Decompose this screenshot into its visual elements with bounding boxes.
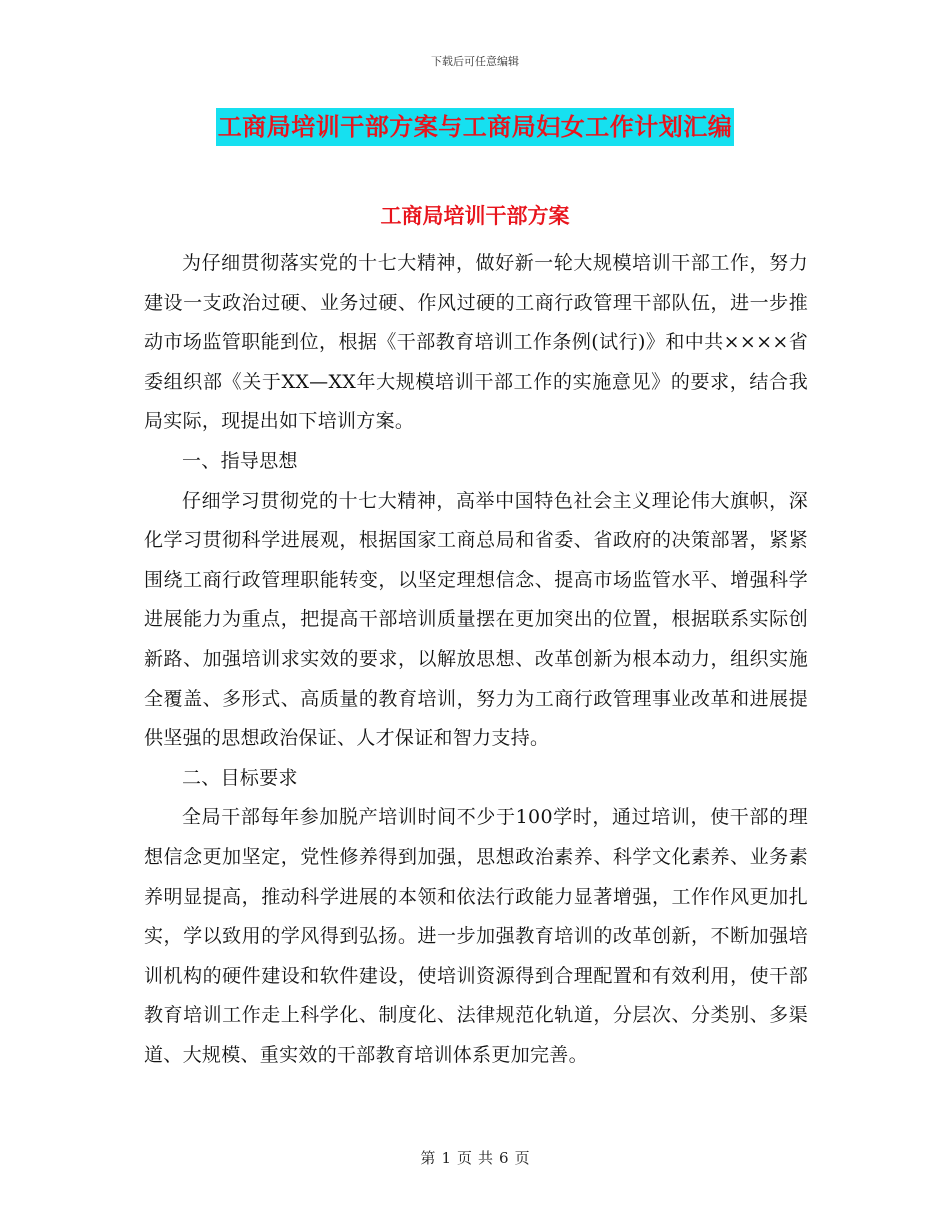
heading-goals: 二、目标要求: [182, 766, 298, 789]
footer-total-prefix: 共: [478, 1149, 494, 1167]
document-title-container: [0, 108, 950, 146]
document-title: 工商局培训干部方案与工商局妇女工作计划汇编: [216, 108, 735, 146]
page-footer: [0, 1147, 950, 1168]
document-body: [144, 244, 808, 1075]
footer-page-prefix: 第: [420, 1149, 436, 1167]
paragraph-goals: 全局干部每年参加脱产培训时间不少于100学时，通过培训，使干部的理想信念更加坚定，党性修养得到加强，思想政治素养、科学文化素养、业务素养明显提高，推动科学进展的本领和依法行政能力显著增强，工作作风更加扎实，学以致用的学风得到弘扬。进一步加强教育培训的改革创新，不断加强培训机构的硬件建设和软件建设，使培训资源得到合理配置和有效利用，使干部教育培训工作走上科学化、制度化、法律规范化轨道，分层次、分类别、多渠道、大规模、重实效的干部教育培训体系更加完善。: [144, 806, 808, 1066]
paragraph-guiding-thought: 仔细学习贯彻党的十七大精神，高举中国特色社会主义理论伟大旗帜，深化学习贯彻科学进展观，根据国家工商总局和省委、省政府的决策部署，紧紧围绕工商行政管理职能转变，以坚定理想信念、提高市场监管水平、增强科学进展能力为重点，把提高干部培训质量摆在更加突出的位置，根据联系实际创新路、加强培训求实效的要求，以解放思想、改革创新为根本动力，组织实施全覆盖、多形式、高质量的教育培训，努力为工商行政管理事业改革和进展提供坚强的思想政治保证、人才保证和智力支持。: [144, 489, 808, 750]
footer-page-mid: 页: [456, 1149, 472, 1167]
footer-page-total: 6: [499, 1149, 509, 1167]
paragraph-intro: 为仔细贯彻落实党的十七大精神，做好新一轮大规模培训干部工作，努力建设一支政治过硬、业务过硬、作风过硬的工商行政管理干部队伍，进一步推动市场监管职能到位，根据《干部教育培训工作条例(试行)》和中共××××省委组织部《关于XX—XX年大规模培训干部工作的实施意见》的要求，结合我局实际，现提出如下培训方案。: [144, 252, 808, 433]
heading-guiding-thought: 一、指导思想: [182, 449, 298, 472]
section-title: 工商局培训干部方案: [380, 204, 570, 228]
page-header-note: 下载后可任意编辑: [431, 55, 519, 68]
footer-page-suffix: 页: [514, 1149, 530, 1167]
footer-page-number: 1: [441, 1149, 451, 1167]
